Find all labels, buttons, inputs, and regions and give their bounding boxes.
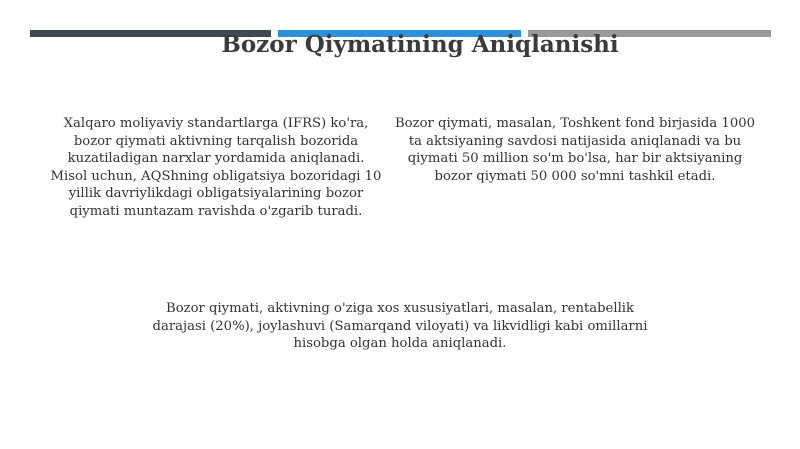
slide-title: Bozor Qiymatining Aniqlanishi [221, 31, 619, 58]
paragraph-right: Bozor qiymati, masalan, Toshkent fond birjasida 1000 ta aktsiyaning savdosi natijasida aniqlanadi va bu qiymati 50 million so'm bo'lsa, har bir aktsiyaning bozor qiymati 50 000 so'mni tashkil etadi. [394, 116, 755, 184]
paragraph-bottom: Bozor qiymati, aktivning o'ziga xos xususiyatlari, masalan, rentabellik darajasi (20%), joylashuvi (Samarqand viloyati) va likvidligi kabi omillarni hisobga olgan holda aniqlanadi. [152, 301, 648, 351]
paragraph-left: Xalqaro moliyaviy standartlarga (IFRS) ko'ra, bozor qiymati aktivning tarqalish bozorida kuzatiladigan narxlar yordamida aniqlanadi. Misol uchun, AQShning obligatsiya bozoridagi 10 yillik davriylikdagi obligatsiyalarining bozor qiymati muntazam ravishda o'zgarib turadi. [50, 116, 382, 219]
